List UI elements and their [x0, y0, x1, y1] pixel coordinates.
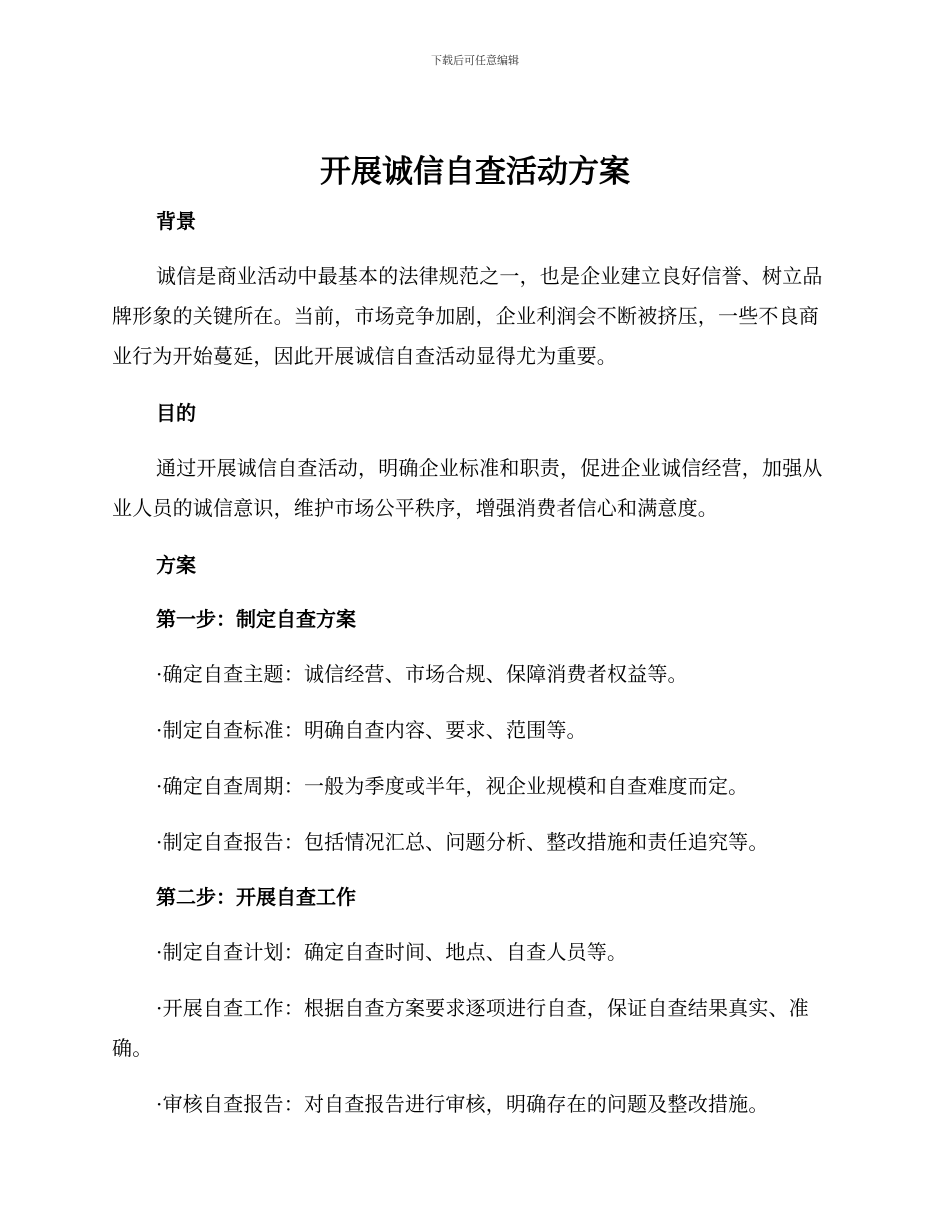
list-item — [112, 710, 838, 750]
list-item-text: 开展自查工作：根据自查方案要求逐项进行自查，保证自查结果真实、准确。 — [112, 996, 809, 1060]
heading-plan: 方案 — [156, 553, 196, 577]
bullet-dot: · — [156, 996, 163, 1020]
bullet-dot: · — [156, 718, 163, 742]
bullet-dot: · — [156, 662, 163, 686]
heading-background: 背景 — [156, 209, 196, 233]
list-item — [112, 932, 838, 972]
bullet-dot: · — [156, 940, 163, 964]
heading-step2: 第二步：开展自查工作 — [156, 885, 356, 909]
list-item-text: 审核自查报告：对自查报告进行审核，明确存在的问题及整改措施。 — [162, 1092, 769, 1116]
document-title: 开展诚信自查活动方案 — [320, 154, 630, 190]
heading-step1: 第一步：制定自查方案 — [156, 607, 356, 631]
list-item-text: 制定自查报告：包括情况汇总、问题分析、整改措施和责任追究等。 — [162, 830, 769, 854]
document-body — [112, 202, 838, 1124]
list-item-text: 制定自查标准：明确自查内容、要求、范围等。 — [162, 718, 587, 742]
list-item-text: 制定自查计划：确定自查时间、地点、自查人员等。 — [162, 940, 628, 964]
bullet-dot: · — [156, 1092, 163, 1116]
bullet-dot: · — [156, 774, 163, 798]
list-item — [112, 1084, 838, 1124]
list-item — [112, 988, 838, 1068]
heading-purpose: 目的 — [156, 401, 196, 425]
header-note: 下载后可任意编辑 — [431, 54, 519, 67]
list-item — [112, 766, 838, 806]
list-item-text: 确定自查周期：一般为季度或半年，视企业规模和自查难度而定。 — [162, 774, 749, 798]
bullet-dot: · — [156, 830, 163, 854]
list-item-text: 确定自查主题：诚信经营、市场合规、保障消费者权益等。 — [162, 662, 688, 686]
list-item — [112, 822, 838, 862]
list-item — [112, 654, 838, 694]
paragraph-background: 诚信是商业活动中最基本的法律规范之一，也是企业建立良好信誉、树立品牌形象的关键所在。当前，市场竞争加剧，企业利润会不断被挤压，一些不良商业行为开始蔓延，因此开展诚信自查活动显得尤为重要。 — [112, 264, 823, 368]
paragraph-purpose: 通过开展诚信自查活动，明确企业标准和职责，促进企业诚信经营，加强从业人员的诚信意识，维护市场公平秩序，增强消费者信心和满意度。 — [112, 456, 823, 520]
